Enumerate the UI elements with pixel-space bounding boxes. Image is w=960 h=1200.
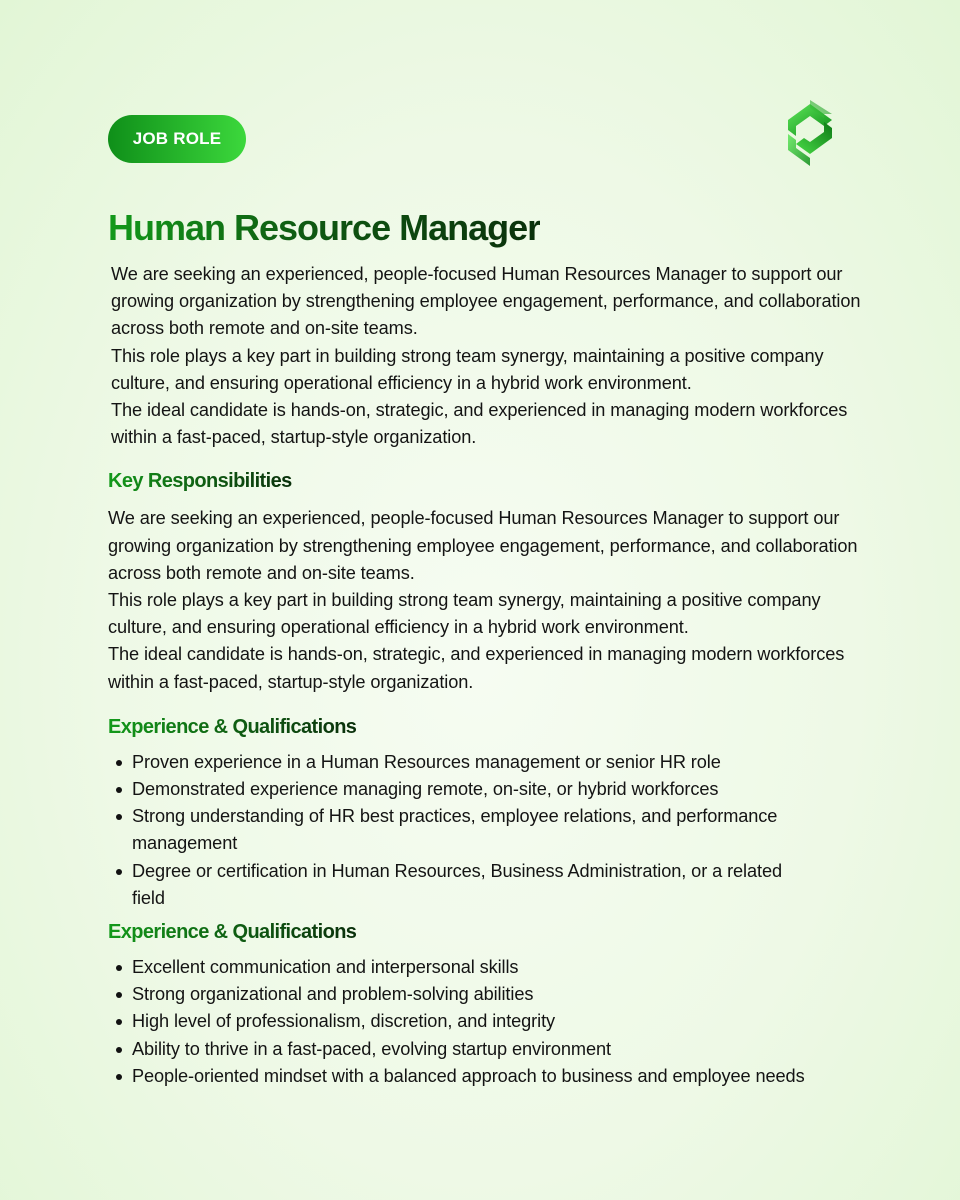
job-role-badge	[108, 115, 246, 163]
list-item	[108, 858, 808, 912]
list-item	[108, 954, 868, 981]
skills-list	[108, 954, 868, 1090]
list-item-text: Proven experience in a Human Resources management or senior HR role	[132, 751, 721, 772]
responsibilities-paragraph: We are seeking an experienced, people-focused Human Resources Manager to support our growing organization by strengthening employee engagement, performance, and collaboration across both remote and on-site teams.	[108, 508, 858, 583]
bullet-icon	[116, 1074, 122, 1080]
page-title: Human Resource Manager	[108, 202, 540, 254]
list-item	[108, 776, 808, 803]
section-heading-qualifications: Experience & Qualifications	[108, 713, 356, 741]
list-item-text: Excellent communication and interpersonal skills	[132, 957, 519, 978]
list-item	[108, 749, 808, 776]
section-heading-skills: Experience & Qualifications	[108, 918, 356, 946]
section-heading-responsibilities: Key Responsibilities	[108, 467, 292, 495]
bullet-icon	[116, 1019, 122, 1025]
job-role-badge-label: JOB ROLE	[132, 129, 222, 148]
responsibilities-paragraph: This role plays a key part in building strong team synergy, maintaining a positive company culture, and ensuring operational efficiency in a hybrid work environment.	[108, 590, 821, 638]
intro-paragraph: The ideal candidate is hands-on, strategic, and experienced in managing modern workforces within a fast-paced, startup-style organization.	[111, 400, 848, 448]
list-item-text: Demonstrated experience managing remote, on-site, or hybrid workforces	[132, 779, 719, 800]
interlocking-leaf-logo-icon	[776, 100, 844, 168]
intro-text	[108, 261, 868, 451]
list-item	[108, 1036, 868, 1063]
list-item-text: Degree or certification in Human Resources, Business Administration, or a related field	[132, 860, 782, 908]
bullet-icon	[116, 1047, 122, 1053]
list-item-text: People-oriented mindset with a balanced approach to business and employee needs	[132, 1065, 805, 1086]
bullet-icon	[116, 869, 122, 875]
list-item-text: Strong understanding of HR best practices, employee relations, and performance management	[132, 806, 778, 854]
bullet-icon	[116, 814, 122, 820]
list-item	[108, 803, 808, 857]
bullet-icon	[116, 965, 122, 971]
list-item	[108, 981, 868, 1008]
intro-paragraph: We are seeking an experienced, people-focused Human Resources Manager to support our growing organization by strengthening employee engagement, performance, and collaboration across both remote and on-site teams.	[111, 264, 861, 339]
bullet-icon	[116, 787, 122, 793]
qualifications-list	[108, 749, 808, 912]
responsibilities-paragraph: The ideal candidate is hands-on, strategic, and experienced in managing modern workforces within a fast-paced, startup-style organization.	[108, 644, 845, 692]
list-item-text: High level of professionalism, discretion, and integrity	[132, 1011, 556, 1032]
list-item	[108, 1008, 868, 1035]
list-item-text: Ability to thrive in a fast-paced, evolving startup environment	[132, 1038, 611, 1059]
intro-paragraph: This role plays a key part in building strong team synergy, maintaining a positive company culture, and ensuring operational efficiency in a hybrid work environment.	[111, 345, 824, 393]
list-item	[108, 1063, 868, 1090]
bullet-icon	[116, 992, 122, 998]
responsibilities-text	[108, 505, 868, 695]
list-item-text: Strong organizational and problem-solving abilities	[132, 984, 534, 1005]
job-description	[108, 202, 868, 1090]
bullet-icon	[116, 760, 122, 766]
